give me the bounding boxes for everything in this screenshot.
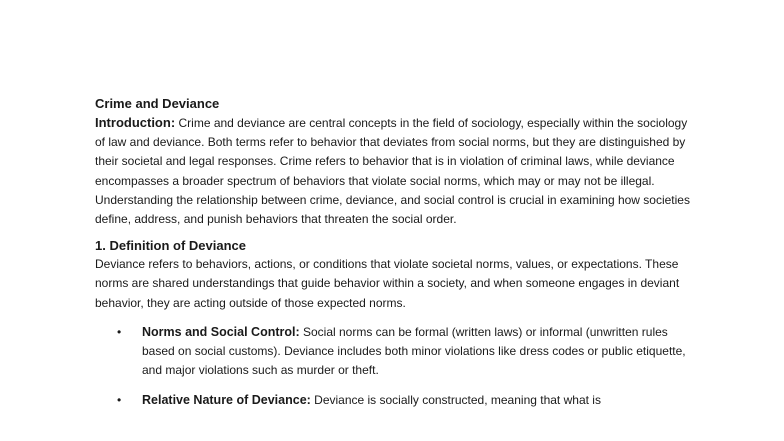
bullet-term: Relative Nature of Deviance: — [142, 393, 311, 408]
intro-label: Introduction: — [95, 115, 176, 130]
document-title: Crime and Deviance — [95, 96, 220, 111]
bullet-term: Norms and Social Control: — [142, 324, 300, 339]
section-heading-definition: 1. Definition of Deviance — [95, 238, 246, 254]
bullet-text: Deviance is socially constructed, meaning that what is — [310, 393, 601, 408]
list-item — [95, 323, 695, 381]
intro-paragraph — [95, 113, 695, 229]
bullet-text: Social norms can be formal (written laws) or informal (unwritten rules based on social customs). Deviance includes both minor violations like dress codes or public etiquette, and major violations such as murder or theft. — [142, 324, 686, 378]
bullet-icon: • — [117, 393, 122, 408]
document-body — [95, 95, 695, 422]
definition-paragraph: Deviance refers to behaviors, actions, or conditions that violate societal norms, values, or expectations. These norms are shared understandings that guide behavior within a society, and when someone engages in deviant behavior, they are acting outside of those expected norms. — [95, 257, 680, 310]
bullet-icon: • — [117, 324, 122, 339]
bullet-list — [95, 323, 695, 411]
intro-text: Crime and deviance are central concepts in the field of sociology, especially within the sociology of law and deviance. Both terms refer to behavior that deviates from social norms, but they are distinguished by their societal and legal responses. Crime refers to behavior that is in violation of criminal laws, while deviance encompasses a broader spectrum of behaviors that violate social norms, which may or may not be illegal. Understanding the relationship between crime, deviance, and social control is crucial in examining how societies define, address, and punish behaviors that threaten the social order. — [95, 116, 690, 227]
list-item — [95, 391, 695, 410]
